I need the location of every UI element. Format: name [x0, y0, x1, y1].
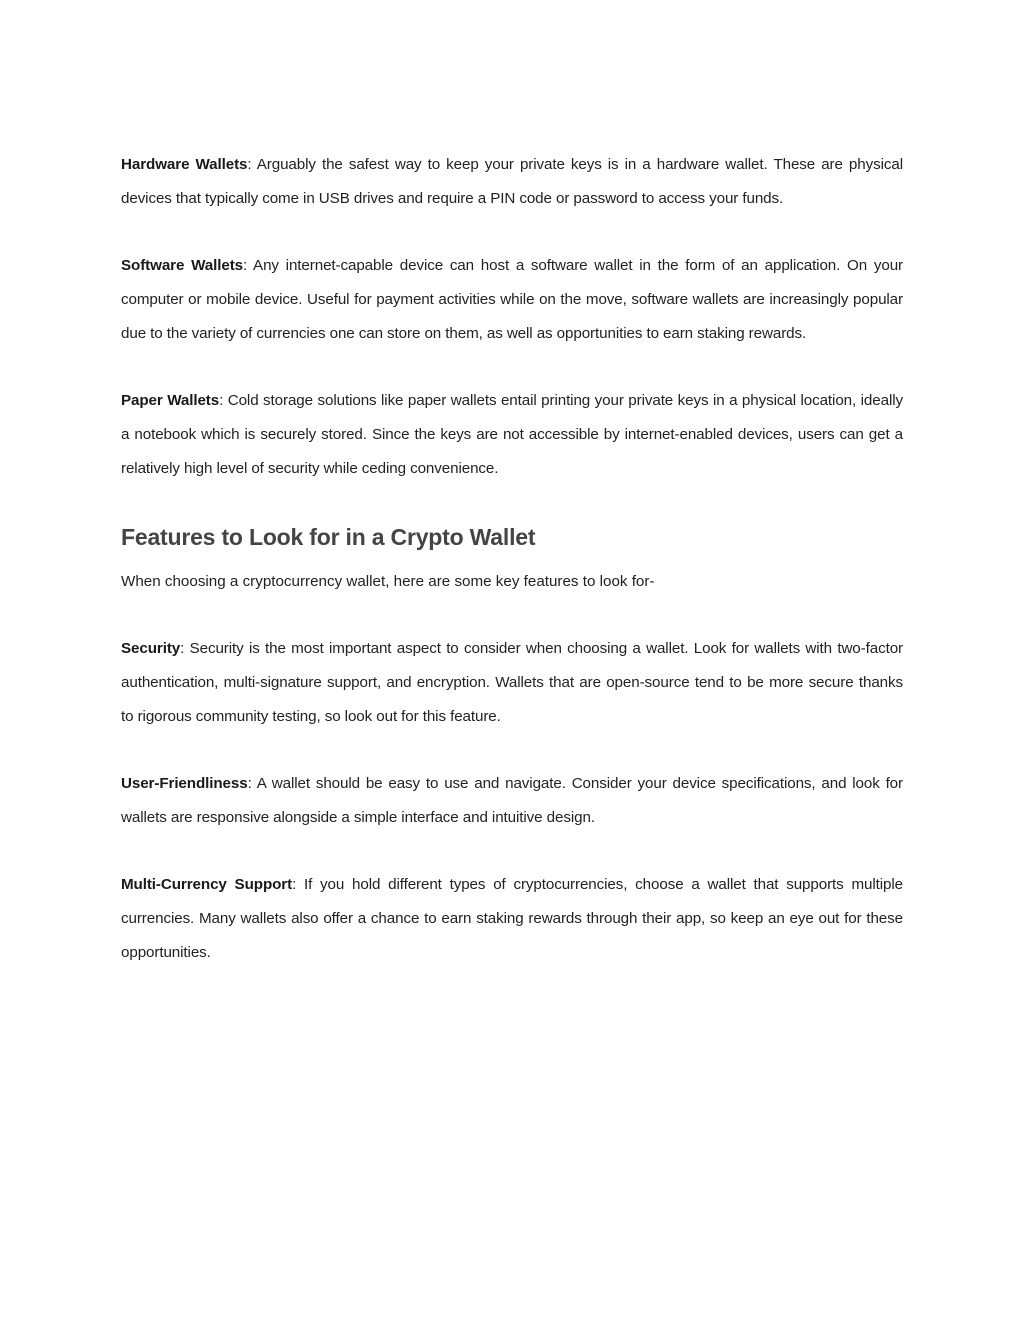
paper-wallets-paragraph	[121, 384, 903, 486]
paper-wallets-term: Paper Wallets	[121, 392, 220, 409]
security-paragraph	[121, 632, 903, 734]
user-friendliness-text: : A wallet should be easy to use and navigate. Consider your device specifications, and look for wallets are responsive alongside a simple interface and intuitive design.	[121, 775, 903, 826]
multi-currency-term: Multi-Currency Support	[121, 876, 293, 893]
paper-wallets-text: : Cold storage solutions like paper wallets entail printing your private keys in a physical location, ideally a notebook which is securely stored. Since the keys are not accessible by internet-enabled devices, users can get a relatively high level of security while ceding convenience.	[121, 392, 903, 477]
multi-currency-text: : If you hold different types of cryptocurrencies, choose a wallet that supports multiple currencies. Many wallets also offer a chance to earn staking rewards through their app, so keep an eye out for these opportunities.	[121, 876, 903, 961]
software-wallets-text: : Any internet-capable device can host a software wallet in the form of an application. On your computer or mobile device. Useful for payment activities while on the move, software wallets are increasingly popular due to the variety of currencies one can store on them, as well as opportunities to earn staking rewards.	[121, 257, 903, 342]
security-text: : Security is the most important aspect to consider when choosing a wallet. Look for wallets with two-factor authentication, multi-signature support, and encryption. Wallets that are open-source tend to be more secure thanks to rigorous community testing, so look out for this feature.	[121, 640, 903, 725]
hardware-wallets-paragraph	[121, 148, 903, 216]
software-wallets-paragraph	[121, 249, 903, 351]
features-heading: Features to Look for in a Crypto Wallet	[121, 524, 536, 550]
hardware-wallets-term: Hardware Wallets	[121, 156, 248, 173]
multi-currency-paragraph	[121, 868, 903, 970]
security-term: Security	[121, 640, 181, 657]
document-page	[121, 148, 903, 1003]
features-intro: When choosing a cryptocurrency wallet, here are some key features to look for-	[121, 573, 655, 590]
hardware-wallets-text: : Arguably the safest way to keep your private keys is in a hardware wallet. These are physical devices that typically come in USB drives and require a PIN code or password to access your funds.	[121, 156, 904, 207]
user-friendliness-term: User-Friendliness	[121, 775, 248, 792]
user-friendliness-paragraph	[121, 767, 903, 835]
software-wallets-term: Software Wallets	[121, 257, 244, 274]
